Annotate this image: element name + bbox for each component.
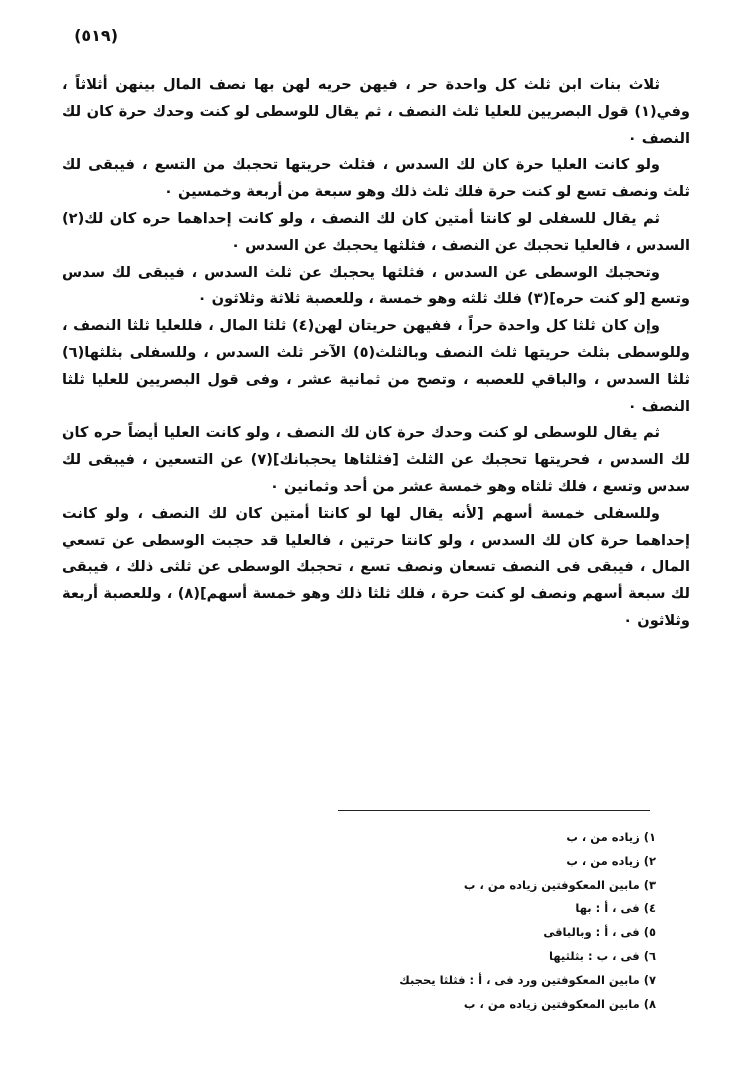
page-number: (٥١٩): [74, 26, 118, 45]
footnote: ٢) زياده من ، ب: [566, 853, 656, 868]
footnote: ٤) فى ، أ : بها: [575, 901, 656, 916]
text-line: حرة كان لك النصف ٠: [62, 102, 690, 147]
text-line: حره كان لك السدس ، فحريتها تحجبك عن الثلث [فثلثاها يحجبانك](٧) عن: [62, 424, 690, 469]
paragraph: [62, 72, 690, 152]
paragraph: [62, 420, 690, 500]
footnote-divider: [338, 810, 650, 811]
text-line: سدس وتسع [لو كنت حره](٣) فلك ثلثه وهو خمسة ، وللعصبة ثلاثة وثلاثون ٠: [62, 263, 690, 308]
text-line: أثلاثاً ، وفي(١) قول البصريين للعليا ثلث النصف ، ثم يقال للوسطى لو كنت وحدك: [62, 76, 690, 120]
footnotes-list: [296, 826, 656, 1016]
footnote: ٧) مابين المعكوفتين ورد فى ، أ : فثلثا يحجبك: [399, 972, 656, 987]
paragraph: [62, 206, 690, 260]
footnote: ٣) مابين المعكوفتين زياده من ، ب: [463, 877, 656, 892]
paragraph: [62, 260, 690, 314]
main-text-body: [62, 72, 690, 635]
text-line: تسعي المال ، فيبقى فى النصف تسعان ونصف تسع ، تحجبك الوسطى عن ثلثى: [62, 531, 690, 576]
footnote: ٨) مابين المعكوفتين زياده من ، ب: [463, 996, 656, 1011]
text-line: وللسفلى بثلثها(٦) ثلثا السدس ، والباقي للعصبه ، وتصح من ثمانية عشر ، وفى: [62, 343, 690, 388]
paragraph: [62, 501, 690, 635]
text-line: ذلك ، فيبقى لك سبعة أسهم ونصف لو كنت حرة ، فلك ثلثا ذلك وهو خمسة: [62, 558, 690, 603]
text-line: ولو كانت العليا حرة كان لك السدس ، فثلث حريتها تحجبك من التسع ، فيبقى: [88, 156, 660, 174]
text-line: وإن كان ثلثا كل واحدة حراً ، ففيهن حريتان لهن(٤) ثلثا المال ، فللعليا ثلثا: [127, 317, 660, 335]
text-line: وللسفلى خمسة أسهم [لأنه يقال لها لو كانتا أمتين كان لك النصف ، ولو كانت: [62, 504, 660, 522]
text-line: لك(٢) السدس ، فالعليا تحجبك عن النصف ، فثلثها يحجبك عن السدس ٠: [62, 209, 690, 254]
text-line: وتحجبك الوسطى عن السدس ، فثلثها يحجبك عن ثلث السدس ، فيبقى لك: [111, 263, 660, 281]
footnote: ٦) فى ، ب : بثلثيها: [549, 948, 656, 963]
text-line: إحداهما حرة كان لك السدس ، ولو كانتا حرتين ، فالعليا قد حجبت الوسطى عن: [112, 531, 690, 549]
footnote: ٥) فى ، أ : وبالباقى: [543, 925, 656, 940]
paragraph: [62, 313, 690, 420]
text-line: قول البصريين للعليا ثلثا النصف ٠: [62, 370, 690, 415]
text-line: النصف ، وللوسطى بثلث حريتها ثلث النصف وبالثلث(٥) الآخر ثلث السدس ،: [62, 317, 690, 361]
text-line: أسهم](٨) ، وللعصبة أربعة وثلاثون ٠: [62, 585, 690, 629]
text-line: ثلاث بنات ابن ثلث كل واحدة حر ، فيهن حريه لهن بها نصف المال بينهن: [115, 76, 660, 93]
paragraph: [62, 152, 690, 206]
text-line: ثم يقال للوسطى لو كنت وحدك حرة كان لك النصف ، ولو كانت العليا أيضاً: [127, 424, 660, 442]
footnote: ١) زياده من ، ب: [566, 830, 656, 844]
text-line: لك ثلث ونصف تسع لو كنت حرة فلك ثلث ذلك وهو سبعة من أربعة وخمسين ٠: [62, 156, 690, 201]
text-line: ثم يقال للسفلى لو كانتا أمتين كان لك النصف ، ولو كانت إحداهما حره كان: [109, 209, 660, 227]
text-line: التسعين ، فيبقى لك سدس وتسع ، فلك ثلثاه وهو خمسة عشر من أحد وثمانين ٠: [62, 451, 690, 495]
